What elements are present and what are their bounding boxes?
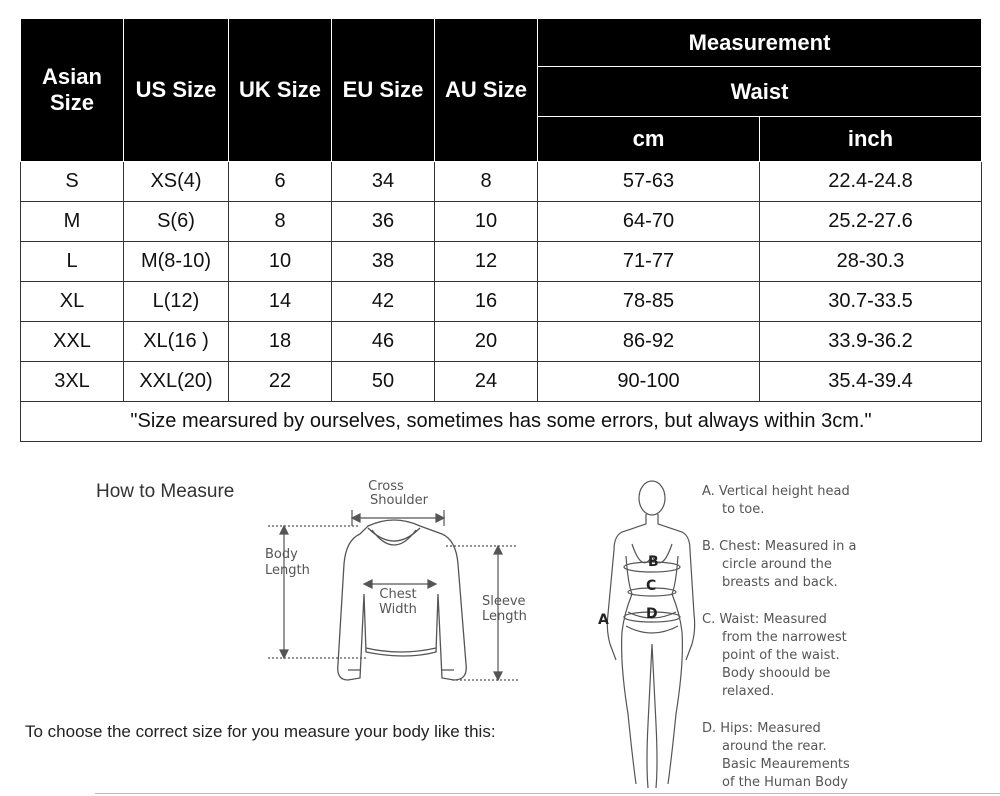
cell-waist-cm: 64-70	[538, 202, 760, 242]
body-inner-legs	[647, 644, 657, 788]
sweater-hem	[366, 648, 436, 652]
header-asian-size-line1: Asian	[42, 64, 102, 89]
legend-a-line: to toe.	[722, 502, 765, 517]
table-row	[21, 202, 982, 242]
cell-asian-size: M	[21, 202, 124, 242]
cell-au-size: 24	[435, 362, 538, 402]
label-chest-width-line2: Width	[379, 602, 417, 617]
table-row	[21, 282, 982, 322]
cell-waist-cm: 71-77	[538, 242, 760, 282]
table-row	[21, 162, 982, 202]
cell-eu-size: 38	[332, 242, 435, 282]
header-asian-size	[21, 19, 124, 162]
bottom-divider	[95, 793, 1000, 794]
cell-waist-inch: 22.4-24.8	[760, 162, 982, 202]
cell-us-size: XXL(20)	[124, 362, 229, 402]
cell-waist-cm: 57-63	[538, 162, 760, 202]
header-asian-size-line2: Size	[49, 90, 95, 115]
how-to-measure-title: How to Measure	[96, 481, 235, 502]
cell-us-size: XL(16 )	[124, 322, 229, 362]
body-length-arrowhead-top	[280, 526, 288, 534]
cell-eu-size: 42	[332, 282, 435, 322]
header-cm: cm	[538, 117, 760, 162]
body-measure-diagram	[592, 474, 702, 796]
legend-b-line: breasts and back.	[722, 575, 838, 590]
header-measurement: Measurement	[538, 19, 982, 67]
legend-b-line: circle around the	[722, 557, 832, 572]
body-label-a: A	[598, 612, 609, 628]
size-chart-table	[20, 18, 982, 442]
body-label-d: D	[646, 606, 658, 622]
cell-asian-size: L	[21, 242, 124, 282]
label-cross-shoulder-line1: Cross	[368, 479, 404, 494]
cell-uk-size: 6	[229, 162, 332, 202]
legend-b	[702, 538, 856, 592]
cross-shoulder-arrowhead-left	[352, 514, 360, 522]
measure-instruction: To choose the correct size for you measure your body like this:	[25, 722, 496, 741]
label-body-length-line2: Length	[265, 563, 310, 578]
cell-waist-inch: 25.2-27.6	[760, 202, 982, 242]
cell-us-size: L(12)	[124, 282, 229, 322]
legend-d	[702, 720, 850, 792]
cell-eu-size: 50	[332, 362, 435, 402]
cell-us-size: XS(4)	[124, 162, 229, 202]
sleeve-length-arrowhead-bottom	[494, 672, 502, 680]
legend-c-line: point of the waist.	[722, 648, 840, 663]
sleeve-length-arrowhead-top	[494, 546, 502, 554]
body-head	[639, 481, 665, 515]
cell-au-size: 12	[435, 242, 538, 282]
label-sleeve-length-line2: Length	[482, 609, 527, 624]
chest-width-arrowhead-left	[364, 580, 372, 588]
cell-au-size: 16	[435, 282, 538, 322]
table-note: "Size mearsured by ourselves, sometimes has some errors, but always within 3cm."	[21, 402, 982, 442]
header-inch: inch	[760, 117, 982, 162]
legend-d-line: Basic Meaurements	[722, 757, 850, 772]
cell-asian-size: S	[21, 162, 124, 202]
cell-waist-inch: 35.4-39.4	[760, 362, 982, 402]
table-note-row	[21, 402, 982, 442]
body-length-arrowhead-bottom	[280, 650, 288, 658]
header-au-size: AU Size	[435, 19, 538, 162]
cell-waist-inch: 33.9-36.2	[760, 322, 982, 362]
cell-uk-size: 22	[229, 362, 332, 402]
cell-waist-cm: 86-92	[538, 322, 760, 362]
cell-waist-cm: 90-100	[538, 362, 760, 402]
cell-au-size: 10	[435, 202, 538, 242]
legend-c	[702, 611, 847, 701]
legend-c-line: Body shoould be	[722, 666, 831, 681]
chest-width-arrowhead-right	[428, 580, 436, 588]
garment-measure-diagram	[256, 474, 536, 694]
header-uk-size: UK Size	[229, 19, 332, 162]
label-sleeve-length-line1: Sleeve	[482, 594, 526, 609]
legend-d-line: D. Hips: Measured	[702, 721, 821, 736]
header-eu-size: EU Size	[332, 19, 435, 162]
cell-uk-size: 18	[229, 322, 332, 362]
cell-us-size: S(6)	[124, 202, 229, 242]
cell-au-size: 20	[435, 322, 538, 362]
cell-uk-size: 14	[229, 282, 332, 322]
legend-c-line: C. Waist: Measured	[702, 612, 827, 627]
cell-us-size: M(8-10)	[124, 242, 229, 282]
label-chest-width-line1: Chest	[379, 587, 417, 602]
legend-a-line: A. Vertical height head	[702, 484, 850, 499]
header-waist: Waist	[538, 67, 982, 117]
table-row	[21, 362, 982, 402]
label-cross-shoulder-line2: Shoulder	[370, 493, 428, 508]
cell-asian-size: XXL	[21, 322, 124, 362]
legend-b-line: B. Chest: Measured in a	[702, 539, 857, 554]
body-label-c: C	[646, 578, 657, 594]
cell-eu-size: 46	[332, 322, 435, 362]
label-body-length-line1: Body	[265, 547, 298, 562]
cell-uk-size: 8	[229, 202, 332, 242]
cell-asian-size: XL	[21, 282, 124, 322]
cell-waist-inch: 28-30.3	[760, 242, 982, 282]
legend-d-line: of the Human Body	[722, 775, 848, 790]
table-row	[21, 322, 982, 362]
cell-waist-cm: 78-85	[538, 282, 760, 322]
cell-uk-size: 10	[229, 242, 332, 282]
legend-a	[702, 483, 850, 519]
cell-eu-size: 36	[332, 202, 435, 242]
cell-eu-size: 34	[332, 162, 435, 202]
legend-c-line: relaxed.	[722, 684, 775, 699]
cell-asian-size: 3XL	[21, 362, 124, 402]
header-us-size: US Size	[124, 19, 229, 162]
sweater-neckline-inner	[372, 530, 416, 545]
cell-au-size: 8	[435, 162, 538, 202]
legend-d-line: around the rear.	[722, 739, 827, 754]
legend-c-line: from the narrowest	[722, 630, 847, 645]
body-label-b: B	[648, 554, 659, 570]
cell-waist-inch: 30.7-33.5	[760, 282, 982, 322]
cross-shoulder-arrowhead-right	[436, 514, 444, 522]
table-row	[21, 242, 982, 282]
